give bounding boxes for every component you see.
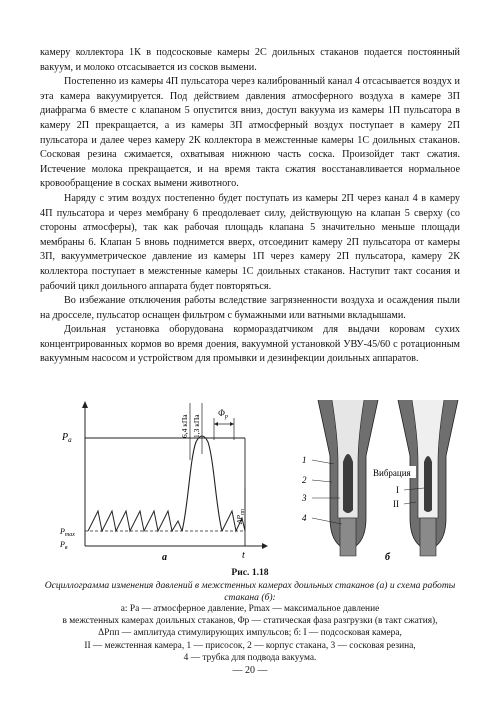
right-vacuum-tube [420,518,436,556]
label-t: t [242,550,245,561]
figure-caption [40,567,460,605]
figure-title: Рис. 1.18 [231,567,269,578]
label-phi: $\Phi_р$ [218,408,228,420]
legend-line: 4 — трубка для подвода вакуума. [183,652,317,663]
label-1: 1 [302,455,307,465]
part-label-a: а [162,552,167,563]
label-4: 4 [302,513,307,523]
label-6-4-kpa: 6,4 кПа [180,414,189,438]
label-3: 3 [302,493,307,503]
phi-arrow-right [230,422,234,426]
right-teat [424,456,432,512]
figure-legend [40,603,460,664]
pulse-curve-left [88,511,182,531]
left-vacuum-tube [340,518,356,556]
legend-line: а: Pа — атмосферное давление, Pmax — максимальное давление [120,604,380,614]
label-pa: $P_a$ [62,432,72,444]
paragraph-3: Наряду с этим воздух постепенно будет поступать из камеры 2П через канал 4 в камеру 4П пульсатора и через мембрану 6 преодолевает силу, действующую на клапан 5 сверху (со стороны атмосферы), так как рабочая площадь клапана 5 значительно меньше площади мембраны 6. Клапан 5 вновь поднимется вверх, отсоединит камеру 2П пульсатора от камеры 3П, вакуумметрическое давление из камеры 1П через камеру 2П пульсатора, камеру 2К коллектора поступает в межстенные камеры 1С доильных стаканов. Наступит такт сосания и рабочий цикл доильного аппарата будет повторяться. [40,192,460,292]
paragraph-4: Во избежание отключения работы вследствие загрязненности воздуха и осаждения пыли на дросселе, пульсатор оснащен фильтром с бумажными или ватными вкладышами. [40,295,460,321]
oscillogram [59,401,268,563]
figure-subtitle: Осциллограмма изменения давлений в межстенных камерах доильных стаканов (а) и схема работы стакана (б): [44,579,456,604]
label-vibration: Вибрация [373,468,411,478]
paragraph-5: Доильная установка оборудована кормораздатчиком для выдачи коровам сухих концентрированных кормов во время доения, вакуумной установкой УВУ-45/60 с ротационным вакуумным насосом и устройством для промывки и дезинфекции доильных аппаратов. [40,324,460,365]
label-pmax: $P_{max}$ [60,527,75,538]
left-teat [343,454,353,513]
y-axis-arrow [82,401,88,408]
label-delta-p: $\Delta P_{пп}$ [235,509,246,524]
paragraph-1: камеру коллектора 1К в подсосковые камеры 2С доильных стаканов подается постоянный вакуум, и молоко отсасывается из сосков вымени. [40,47,460,73]
label-II: II [393,499,399,509]
paragraph-2: Постепенно из камеры 4П пульсатора через калиброванный канал 4 отсасывается воздух и эта камера вакуумируется. Под действием давления атмосферного воздуха в камере 3П диафрагма 6 вместе с клапаном 5 опустится вниз, доступ вакуума из камеры 1П пульсатора в камеру 2П прекращается, а из камеры 3П атмосферный воздух поступает в камеру 2П пульсатора и далее через камеру 2К коллектора в межстенные камеры 1С доильных стаканов. Сосковая резина сжимается, охватывая нижнюю часть соска. Произойдет такт сжатия. Истечение молока прекращается, и на время такта сжатия восстанавливается нормальное кровообращение в сосках вымени животного. [40,76,460,190]
figure-1-18 [40,398,460,563]
legend-line: в межстенных камерах доильных стаканов, Φр — статическая фаза разгрузки (в такт сжатия), [62,616,438,627]
leader-2 [312,480,332,482]
figure-svg [40,398,460,563]
legend-line: II — межстенная камера, 1 — присосок, 2 — корпус стакана, 3 — сосковая резина, [84,640,416,651]
x-axis-arrow [262,543,268,549]
page-number: — 20 — [232,665,268,676]
label-1-3-kpa: 1,3 кПа [192,414,201,438]
teat-cup-scheme [301,400,458,563]
part-label-b: б [385,552,390,563]
phi-arrow-left [214,422,218,426]
body-text [40,46,460,367]
label-2: 2 [302,475,307,485]
label-I: I [396,485,399,495]
label-pv: $P_в$ [60,540,68,551]
legend-line: ΔPпп — амплитуда стимулирующих импульсов; б: I — подсосковая камера, [98,628,402,639]
